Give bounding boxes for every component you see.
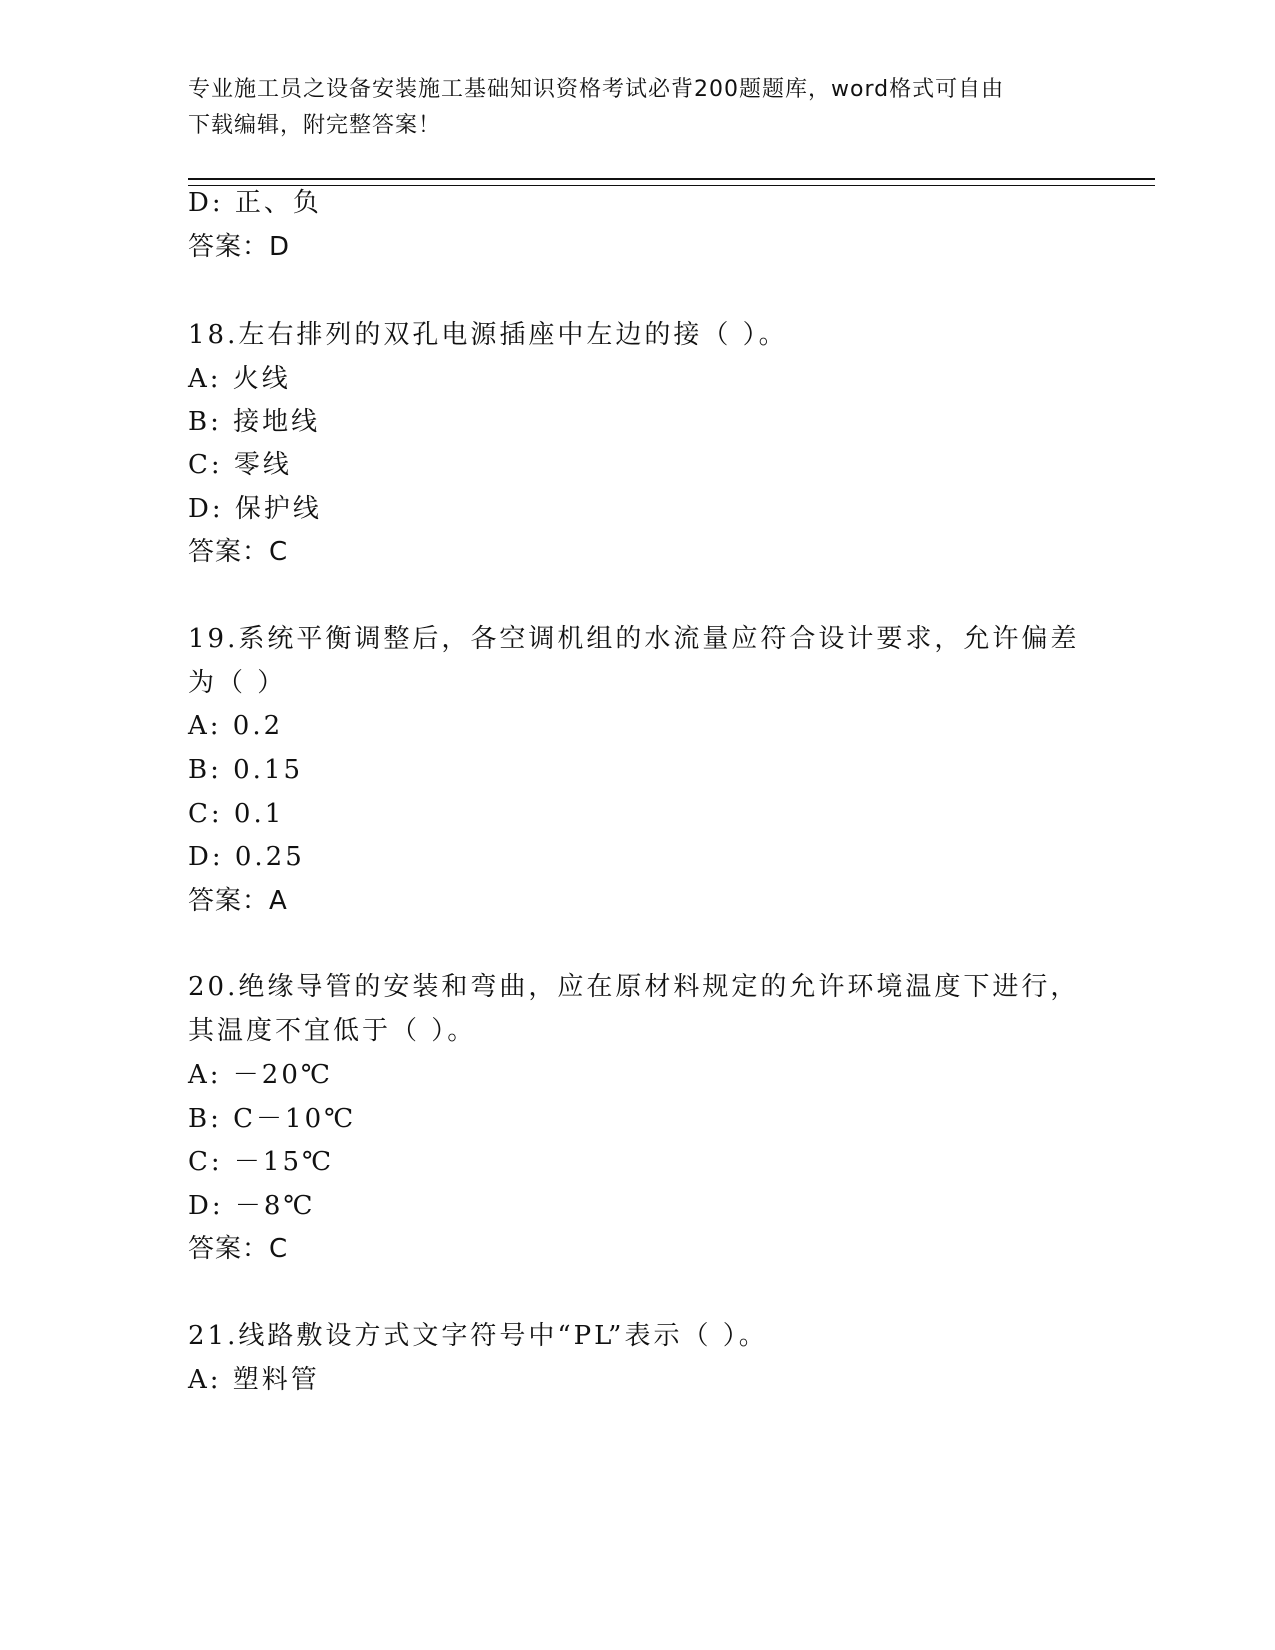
q21-option-a: A: 塑料管 xyxy=(188,1365,320,1395)
q20-option-a: A: －20℃ xyxy=(188,1060,333,1090)
q19-answer: 答案：A xyxy=(188,886,288,916)
q19-question-line-1: 19.系统平衡调整后，各空调机组的水流量应符合设计要求，允许偏差 xyxy=(188,624,1080,654)
header-title-line-2: 下载编辑，附完整答案！ xyxy=(188,113,442,138)
q17-answer: 答案：D xyxy=(188,232,291,262)
header-divider-thick xyxy=(188,178,1155,180)
header-title-line-1: 专业施工员之设备安装施工基础知识资格考试必背200题题库，word格式可自由 xyxy=(188,77,1005,102)
header-divider-thin xyxy=(188,185,1155,186)
q20-option-c: C: －15℃ xyxy=(188,1147,335,1177)
q20-answer: 答案：C xyxy=(188,1234,289,1264)
q19-option-a: A: 0.2 xyxy=(188,711,284,741)
q19-question-line-2: 为（ ） xyxy=(188,668,287,698)
q19-option-d: D: 0.25 xyxy=(188,842,305,872)
q19-option-b: B: 0.15 xyxy=(188,755,304,785)
q17-option-d: D: 正、负 xyxy=(188,188,322,218)
q19-option-c: C: 0.1 xyxy=(188,799,285,829)
q18-option-c: C: 零线 xyxy=(188,450,292,480)
q20-option-b: B: C－10℃ xyxy=(188,1104,357,1134)
q18-option-b: B: 接地线 xyxy=(188,407,321,437)
q21-question: 21.线路敷设方式文字符号中“PL”表示（ ）。 xyxy=(188,1321,768,1351)
q20-option-d: D: －8℃ xyxy=(188,1191,316,1221)
q18-answer: 答案：C xyxy=(188,537,289,567)
q20-question-line-1: 20.绝缘导管的安装和弯曲，应在原材料规定的允许环境温度下进行， xyxy=(188,972,1080,1002)
q18-option-a: A: 火线 xyxy=(188,364,291,394)
q18-option-d: D: 保护线 xyxy=(188,494,322,524)
q20-question-line-2: 其温度不宜低于（ ）。 xyxy=(188,1016,477,1046)
document-header xyxy=(188,72,1088,144)
q18-question: 18.左右排列的双孔电源插座中左边的接（ ）。 xyxy=(188,320,788,350)
